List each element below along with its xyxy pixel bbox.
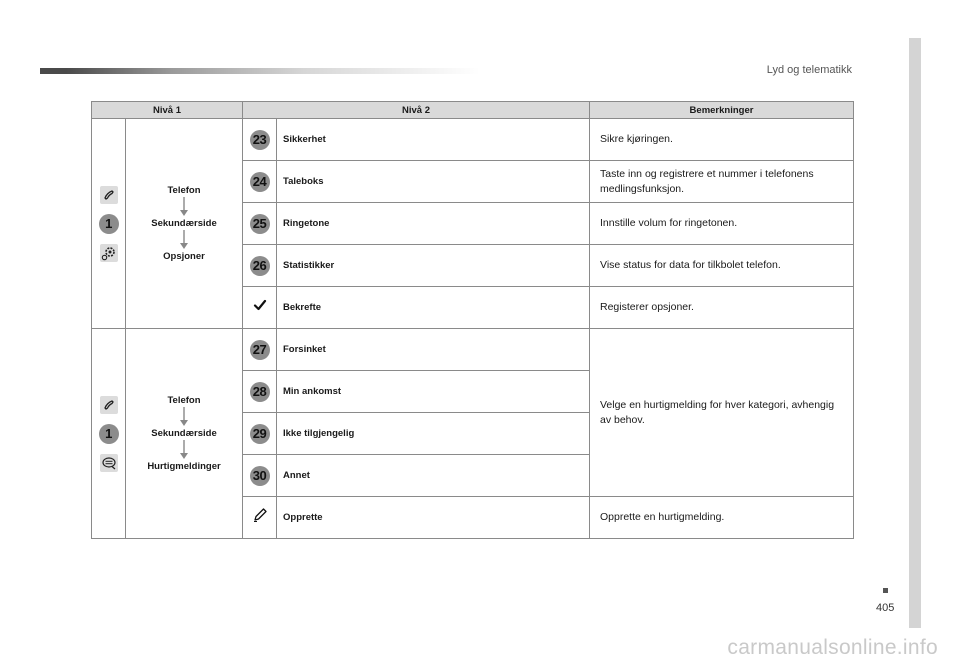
option-badge: 29 bbox=[250, 424, 270, 444]
table-row bbox=[92, 329, 854, 371]
group1-level1-cell bbox=[126, 119, 243, 329]
option-label: Statistikker bbox=[277, 245, 590, 287]
page-marker bbox=[883, 588, 888, 593]
pencil-icon bbox=[252, 507, 268, 528]
option-note: Taste inn og registrere et nummer i telefonens medlingsfunksjon. bbox=[590, 161, 854, 203]
group1-icons-cell bbox=[92, 119, 126, 329]
option-label: Ringetone bbox=[277, 203, 590, 245]
option-badge: 23 bbox=[250, 130, 270, 150]
option-label: Forsinket bbox=[277, 329, 590, 371]
group2-icons-cell bbox=[92, 329, 126, 539]
checkmark-icon bbox=[253, 298, 267, 317]
table-row bbox=[92, 119, 854, 161]
column-header-level1: Nivå 1 bbox=[92, 102, 243, 119]
option-label: Bekrefte bbox=[277, 287, 590, 329]
option-note: Sikre kjøringen. bbox=[590, 119, 854, 161]
table-header-row bbox=[92, 102, 854, 119]
option-badge: 28 bbox=[250, 382, 270, 402]
option-label: Annet bbox=[277, 455, 590, 497]
step-badge: 1 bbox=[99, 424, 119, 444]
option-note: Opprette en hurtigmelding. bbox=[590, 497, 854, 539]
side-strip bbox=[909, 38, 921, 628]
level1-path-item: Hurtigmeldinger bbox=[147, 461, 221, 472]
shared-note: Velge en hurtigmelding for hver kategori, avhengig av behov. bbox=[590, 329, 854, 497]
option-badge: 25 bbox=[250, 214, 270, 234]
option-badge: 24 bbox=[250, 172, 270, 192]
option-label: Sikkerhet bbox=[277, 119, 590, 161]
settings-gear-icon bbox=[100, 244, 118, 262]
option-label: Taleboks bbox=[277, 161, 590, 203]
step-badge: 1 bbox=[99, 214, 119, 234]
level1-path-item: Telefon bbox=[167, 395, 201, 406]
level1-path-item: Sekundærside bbox=[151, 428, 217, 439]
arrow-down-icon bbox=[179, 439, 189, 461]
option-label: Opprette bbox=[277, 497, 590, 539]
group2-level1-cell bbox=[126, 329, 243, 539]
option-note: Innstille volum for ringetonen. bbox=[590, 203, 854, 245]
message-list-icon bbox=[100, 454, 118, 472]
phone-icon bbox=[100, 396, 118, 414]
column-header-notes: Bemerkninger bbox=[590, 102, 854, 119]
phone-icon bbox=[100, 186, 118, 204]
option-label: Ikke tilgjengelig bbox=[277, 413, 590, 455]
watermark: carmanualsonline.info bbox=[727, 636, 938, 659]
option-note: Vise status for data for tilkbolet telefon. bbox=[590, 245, 854, 287]
menu-table bbox=[91, 101, 854, 539]
column-header-level2: Nivå 2 bbox=[243, 102, 590, 119]
option-label: Min ankomst bbox=[277, 371, 590, 413]
level1-path-item: Sekundærside bbox=[151, 218, 217, 229]
section-title: Lyd og telematikk bbox=[766, 64, 852, 76]
level1-path-item: Opsjoner bbox=[163, 251, 205, 262]
page-number: 405 bbox=[876, 602, 895, 614]
level1-path-item: Telefon bbox=[167, 185, 201, 196]
arrow-down-icon bbox=[179, 229, 189, 251]
option-badge: 27 bbox=[250, 340, 270, 360]
header-rule bbox=[40, 68, 480, 74]
option-badge: 30 bbox=[250, 466, 270, 486]
arrow-down-icon bbox=[179, 406, 189, 428]
arrow-down-icon bbox=[179, 196, 189, 218]
option-note: Registerer opsjoner. bbox=[590, 287, 854, 329]
option-badge: 26 bbox=[250, 256, 270, 276]
